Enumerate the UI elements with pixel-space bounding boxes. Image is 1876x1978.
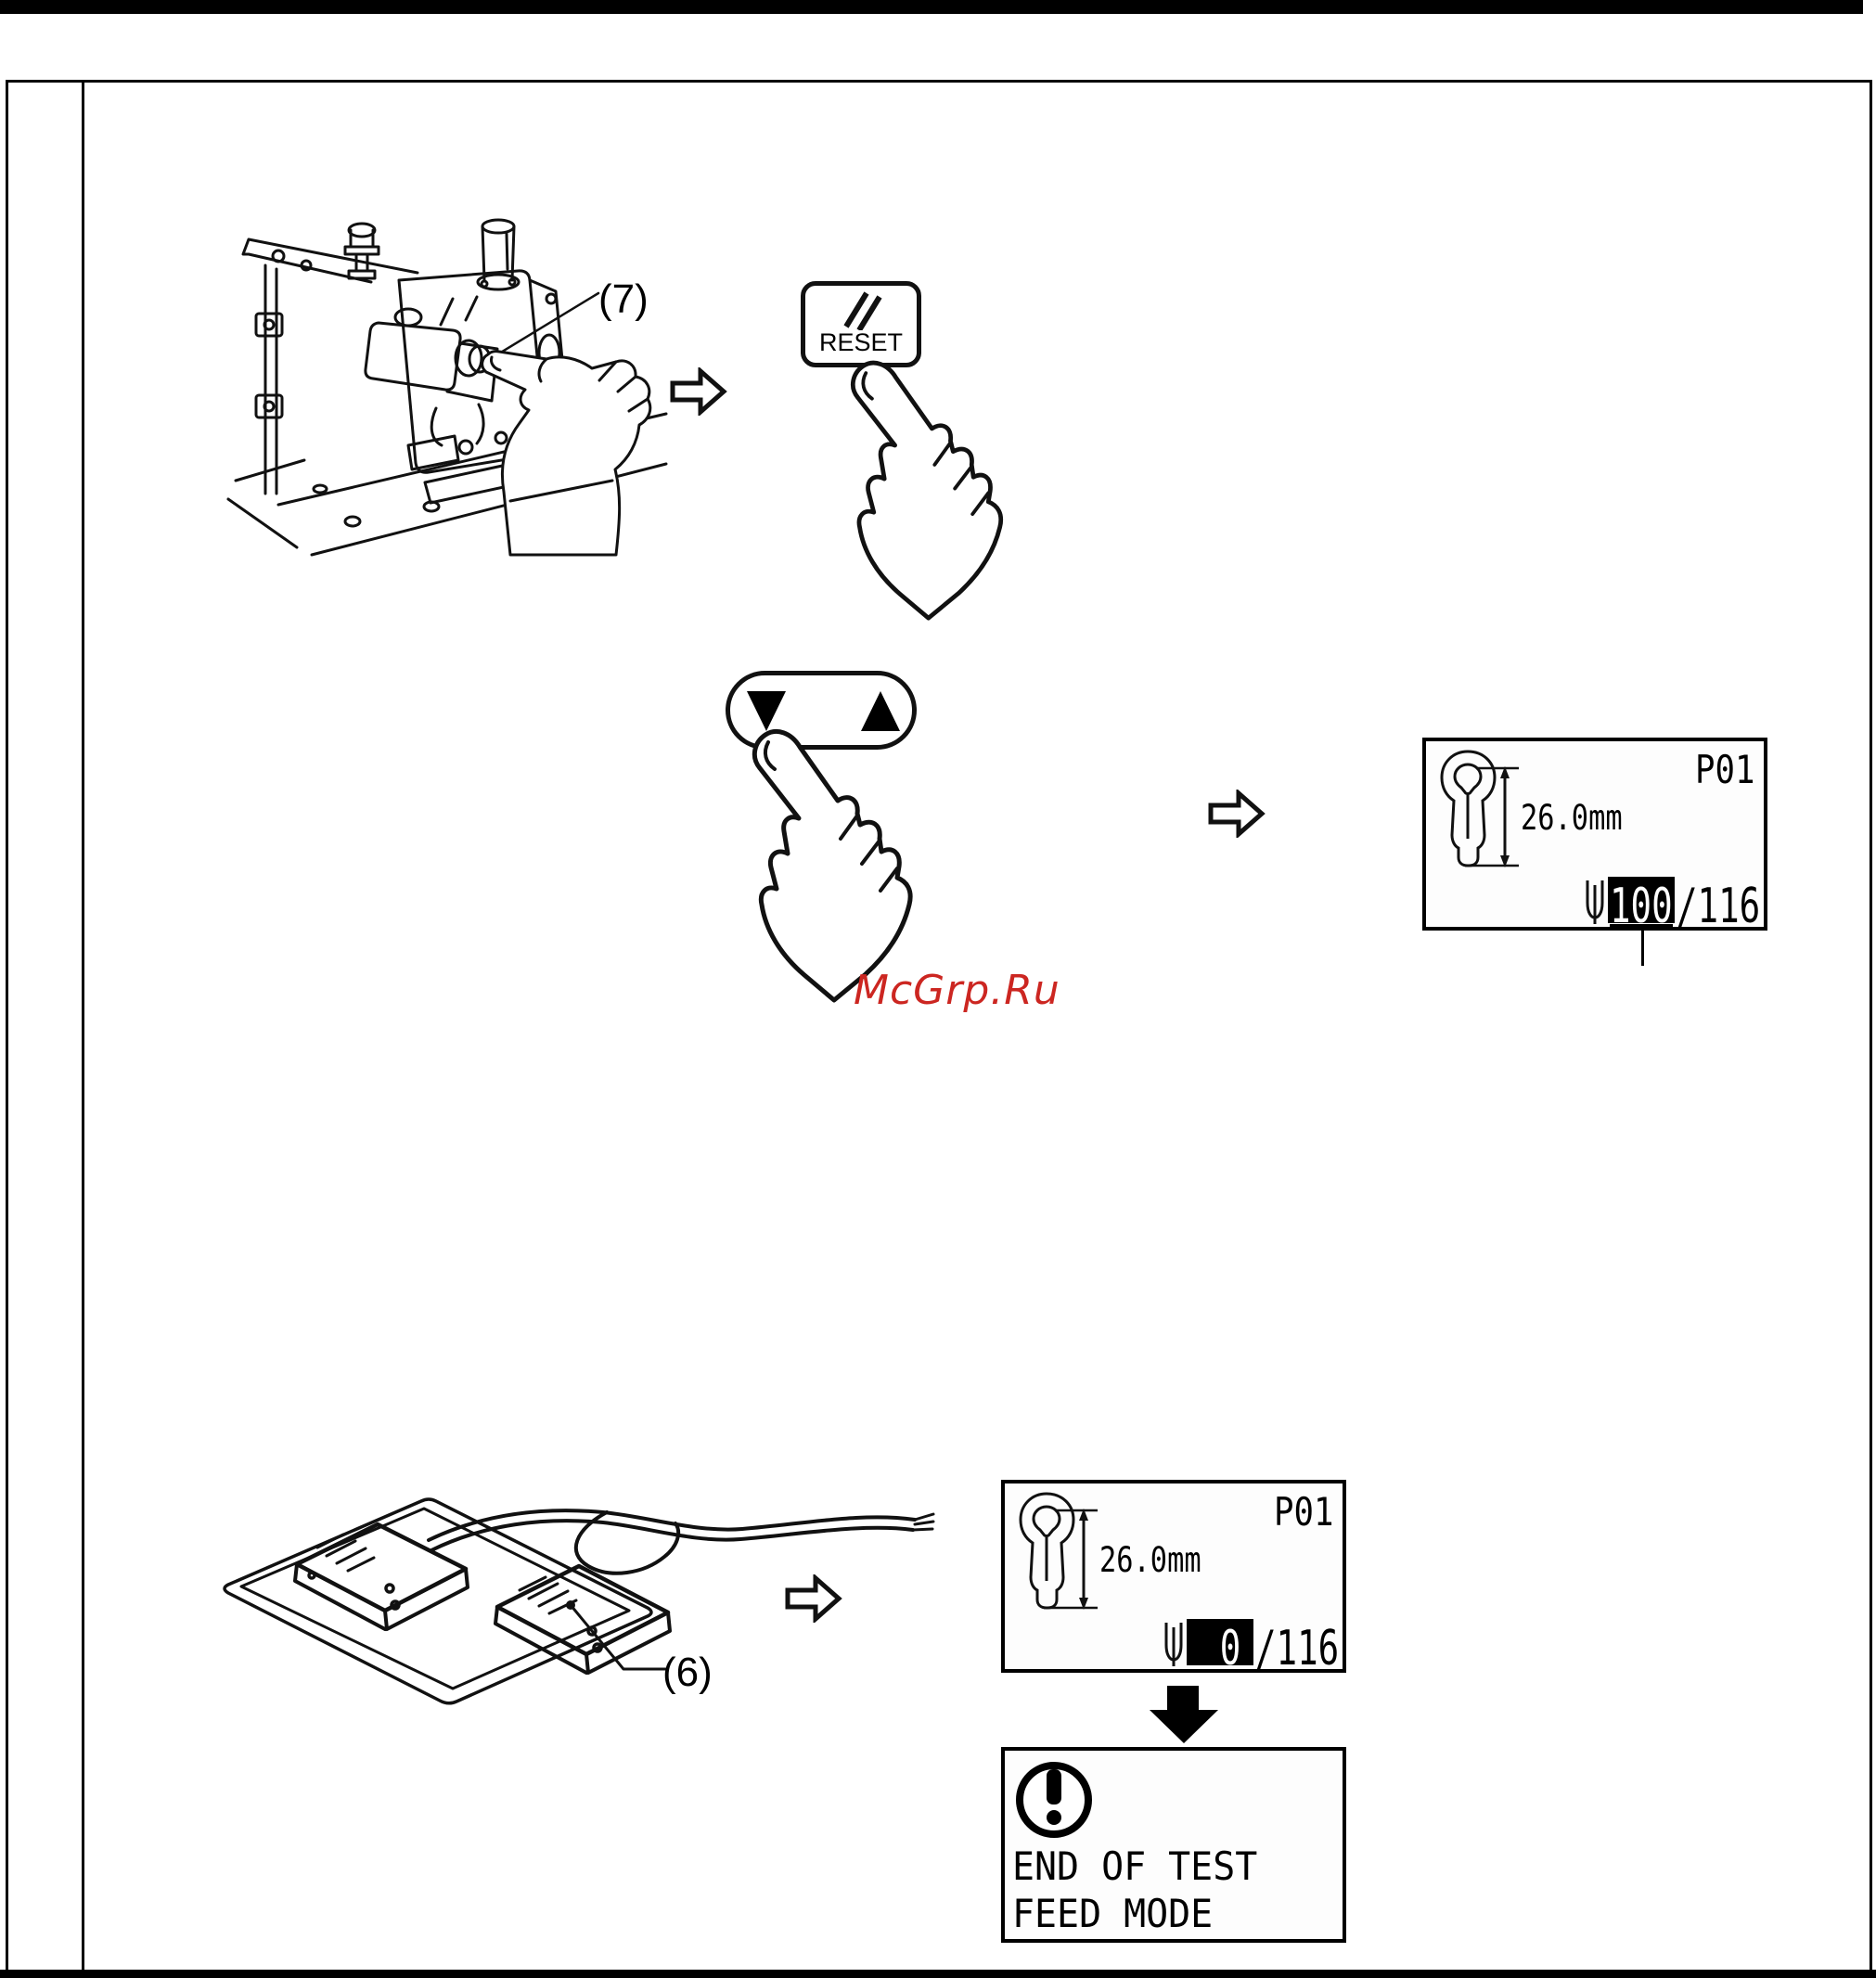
block-arrow-right-icon <box>1208 790 1266 838</box>
callout-line-7 <box>495 293 598 356</box>
message-line1: END OF TEST <box>1012 1843 1258 1889</box>
reset-key-illustration <box>801 281 921 367</box>
needle-icon <box>1584 878 1606 926</box>
block-arrow-right-icon <box>785 1574 842 1623</box>
lcd1-callout-line <box>1641 931 1644 966</box>
stitch-count-box <box>1608 877 1675 923</box>
pedal-callout-label: (6) <box>662 1650 713 1695</box>
stitch-count-value: 0 <box>1219 1621 1240 1665</box>
warning-icon-dot <box>1047 1810 1061 1825</box>
lcd-screen-2 <box>1001 1480 1346 1676</box>
buttonhole-icon <box>1016 1492 1109 1616</box>
count-underline <box>1610 924 1673 927</box>
arrow-down-icon <box>1150 1710 1218 1743</box>
needle-icon <box>1163 1620 1185 1668</box>
hand-pressing-reset-illustration <box>817 357 1082 622</box>
stitch-count-box <box>1187 1619 1253 1665</box>
reset-slashes-icon <box>839 288 887 330</box>
top-black-bar <box>0 0 1863 14</box>
block-arrow-right-icon <box>670 367 727 416</box>
stitch-length-label: 26.0mm <box>1521 798 1623 838</box>
watermark-text: McGrp.Ru <box>854 967 1060 1014</box>
warning-icon-bar <box>1047 1769 1061 1805</box>
program-number-label: P01 <box>1274 1489 1334 1535</box>
lcd-screen-1 <box>1422 738 1767 934</box>
stitch-length-label: 26.0mm <box>1099 1540 1201 1580</box>
reset-key-label: RESET <box>818 328 904 356</box>
stitch-total-label: /116 <box>1255 1621 1340 1676</box>
left-column-divider <box>82 80 84 1973</box>
stitch-count-value: 100 <box>1610 879 1673 923</box>
program-number-label: P01 <box>1695 747 1755 792</box>
machine-callout-label: (7) <box>598 276 649 322</box>
lcd-screen-3 <box>1001 1747 1346 1943</box>
bottom-black-bar <box>0 1970 1876 1978</box>
stitch-total-label: /116 <box>1677 879 1761 934</box>
sewing-machine-illustration <box>223 186 668 557</box>
dimension-ticks <box>1465 768 1519 866</box>
arrow-down-stem <box>1167 1686 1199 1711</box>
buttonhole-icon <box>1437 750 1530 874</box>
message-line2: FEED MODE <box>1012 1891 1214 1936</box>
pointing-hand-illustration <box>482 352 650 555</box>
hand-pressing-down-key-illustration <box>717 726 996 1004</box>
